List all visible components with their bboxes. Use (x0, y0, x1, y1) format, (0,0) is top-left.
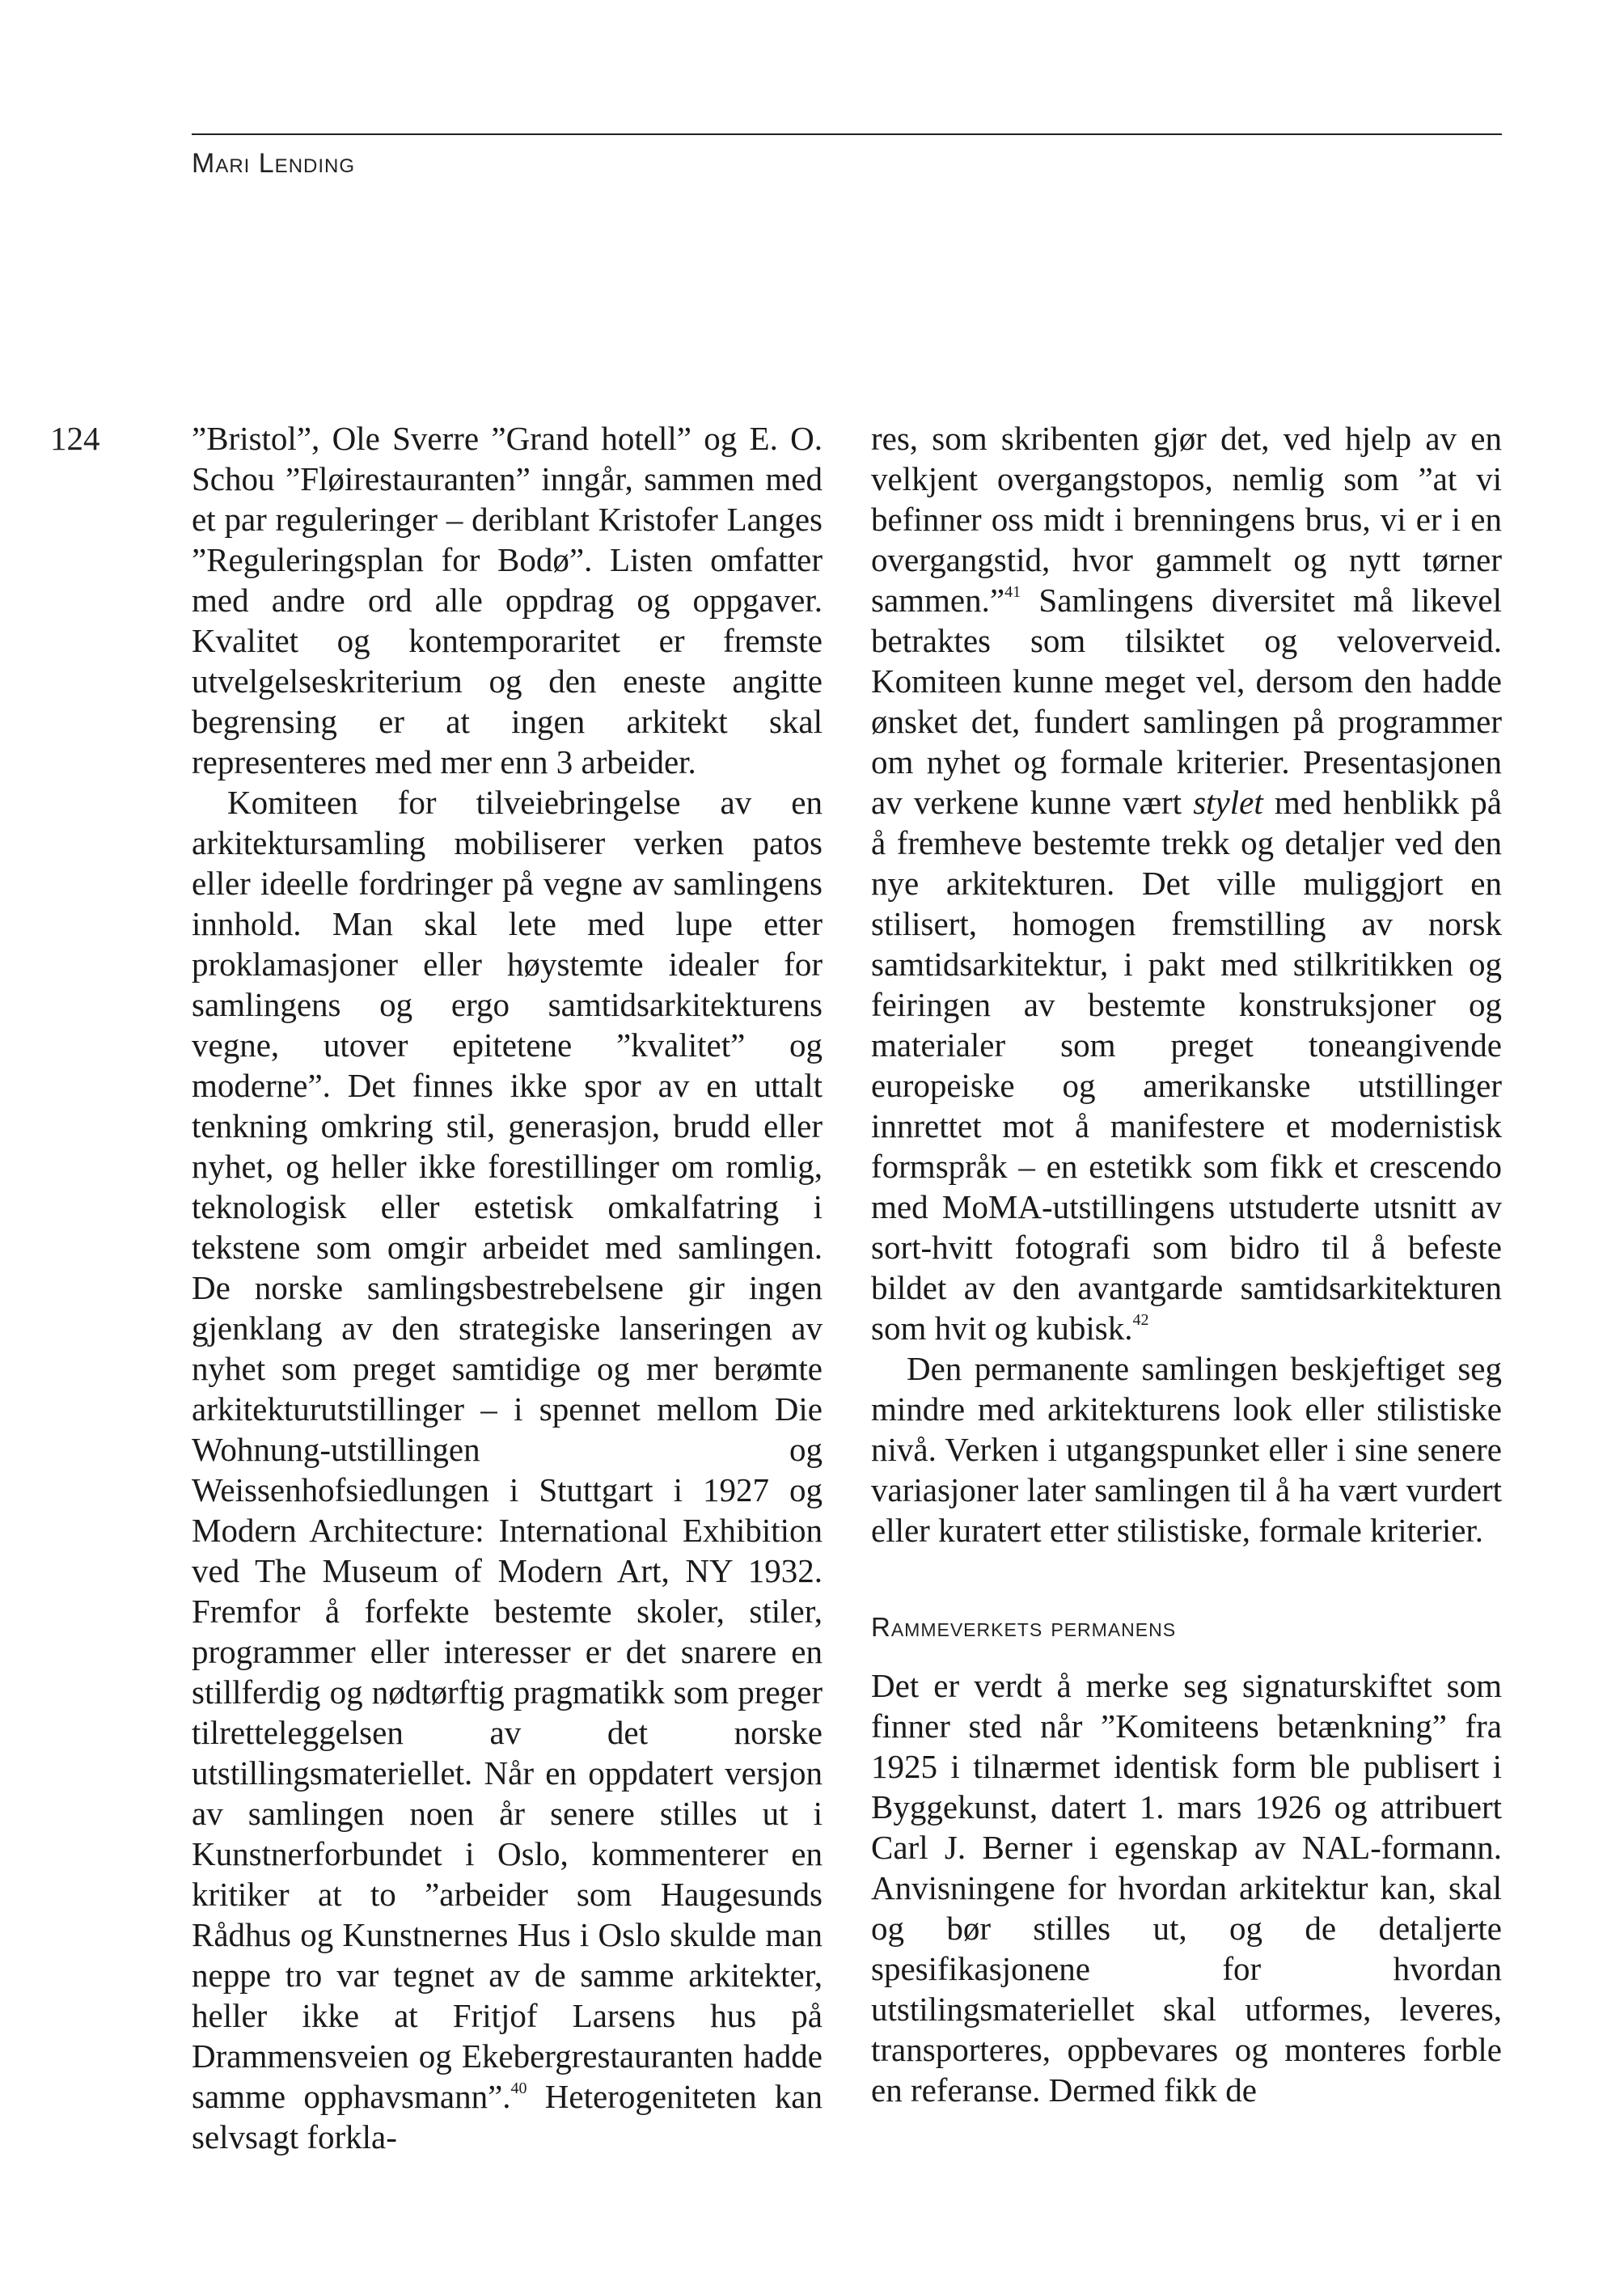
paragraph-right-2: Den permanente samlingen beskjeftiget seg mindre med arkitekturens look eller stilistiske nivå. Verken i utgangspunket eller i sine senere variasjoner later samlingen til å ha vært vurdert eller kuratert etter stilistiske, formale kriterier. (871, 1350, 1502, 1549)
left-column (192, 418, 823, 2157)
footnote-ref-40: 40 (510, 2079, 527, 2097)
paragraph-right-1-part-c: med henblikk på å fremheve bestemte trekk og detaljer ved den nye arkitekturen. Det ville muliggjort en stilisert, homogen fremstilling av norsk samtidsarkitektur, i pakt med stilkritikken og feiringen av bestemte konstruksjoner og materialer som preget toneangivende europeiske og amerikanske utstillinger innrettet mot å manifestere et modernistisk formspråk – en estetikk som fikk et crescendo med MoMA-utstillingens utstuderte utsnitt av sort-hvitt fotografi som bidro til å befeste bildet av den avantgarde samtidsarkitekturen som hvit og kubisk. (871, 784, 1502, 1347)
paragraph-right-1-part-b: Samlingens diversitet må likevel betraktes som tilsiktet og veloverveid. Komiteen kunne meget vel, dersom den hadde ønsket det, fundert samlingen på programmer om nyhet og formale kriterier. Presentasjonen av verkene kunne vært (871, 582, 1502, 821)
paragraph-right-3: Det er verdt å merke seg signaturskiftet som finner sted når ”Komiteens betænkning” fra 1925 i tilnærmet identisk form ble publisert i Byggekunst, datert 1. mars 1926 og attribuert Carl J. Berner i egenskap av NAL-formann. Anvisningene for hvordan arkitektur kan, skal og bør stilles ut, og de detaljerte spesifikasjonene for hvordan utstilingsmateriellet skal utformes, leveres, transporteres, oppbevares og monteres forble en referanse. Dermed fikk de (871, 1667, 1502, 2109)
section-heading: Rammeverkets permanens (871, 1612, 1177, 1642)
paragraph-left-1: ”Bristol”, Ole Sverre ”Grand hotell” og E. O. Schou ”Fløirestauranten” inngår, sammen med et par reguleringer – deriblant Kristofer Langes ”Reguleringsplan for Bodø”. Listen omfatter med andre ord alle oppdrag og oppgaver. Kvalitet og kontemporaritet er fremste utvelgelseskriterium og den eneste angitte begrensing er at ingen arkitekt skal representeres med mer enn 3 arbeider. (192, 420, 823, 781)
paragraph-right-1 (871, 418, 1502, 1348)
paragraph-left-2 (192, 782, 823, 2157)
running-head-author: Mari Lending (192, 148, 356, 179)
paragraph-right-1-part-a: res, som skribenten gjør det, ved hjelp av en velkjent overgangstopos, nemlig som ”at vi befinner oss midt i brenningens brus, vi er i en overgangstid, hvor gammelt og nytt tørner sammen.” (871, 420, 1502, 619)
page-number: 124 (50, 420, 100, 457)
header-rule (192, 133, 1502, 135)
footnote-ref-42: 42 (1132, 1311, 1149, 1329)
paragraph-left-2-tail: Heterogeniteten kan selvsagt forkla- (192, 2078, 823, 2156)
footnote-ref-41: 41 (1004, 583, 1021, 601)
paragraph-left-2-text: Komiteen for tilveiebringelse av en arkitektursamling mobiliserer verken patos eller ideelle fordringer på vegne av samlingens innhold. Man skal lete med lupe etter proklamasjoner eller høystemte idealer for samlingens og ergo samtidsarkitekturens vegne, utover epitetene ”kvalitet” og moderne”. Det finnes ikke spor av en uttalt tenkning omkring stil, generasjon, brudd eller nyhet, og heller ikke forestillinger om romlig, teknologisk eller estetisk omkalfatring i tekstene som omgir arbeidet med samlingen. De norske samlingsbestrebelsene gir ingen gjenklang av den strategiske lanseringen av nyhet som preget samtidige og mer berømte arkitekturutstillinger – i spennet mellom Die Wohnung-utstillingen og Weissenhofsiedlungen i Stuttgart i 1927 og Modern Architecture: International Exhibition ved The Museum of Modern Art, NY 1932. Fremfor å forfekte bestemte skoler, stiler, programmer eller interesser er det snarere en stillferdig og nødtørftig pragmatikk som preger tilretteleggelsen av det norske utstillingsmateriellet. Når en oppdatert versjon av samlingen noen år senere stilles ut i Kunstnerforbundet i Oslo, kommenterer en kritiker at to ”arbeider som Haugesunds Rådhus og Kunstnernes Hus i Oslo skulde man neppe tro var tegnet av de samme arkitekter, heller ikke at Fritjof Larsens hus på Drammensveien og Ekebergrestauranten hadde samme opphavsmann”. (192, 784, 823, 2115)
italic-word-stylet: stylet (1193, 784, 1263, 821)
right-column (871, 418, 1502, 2110)
